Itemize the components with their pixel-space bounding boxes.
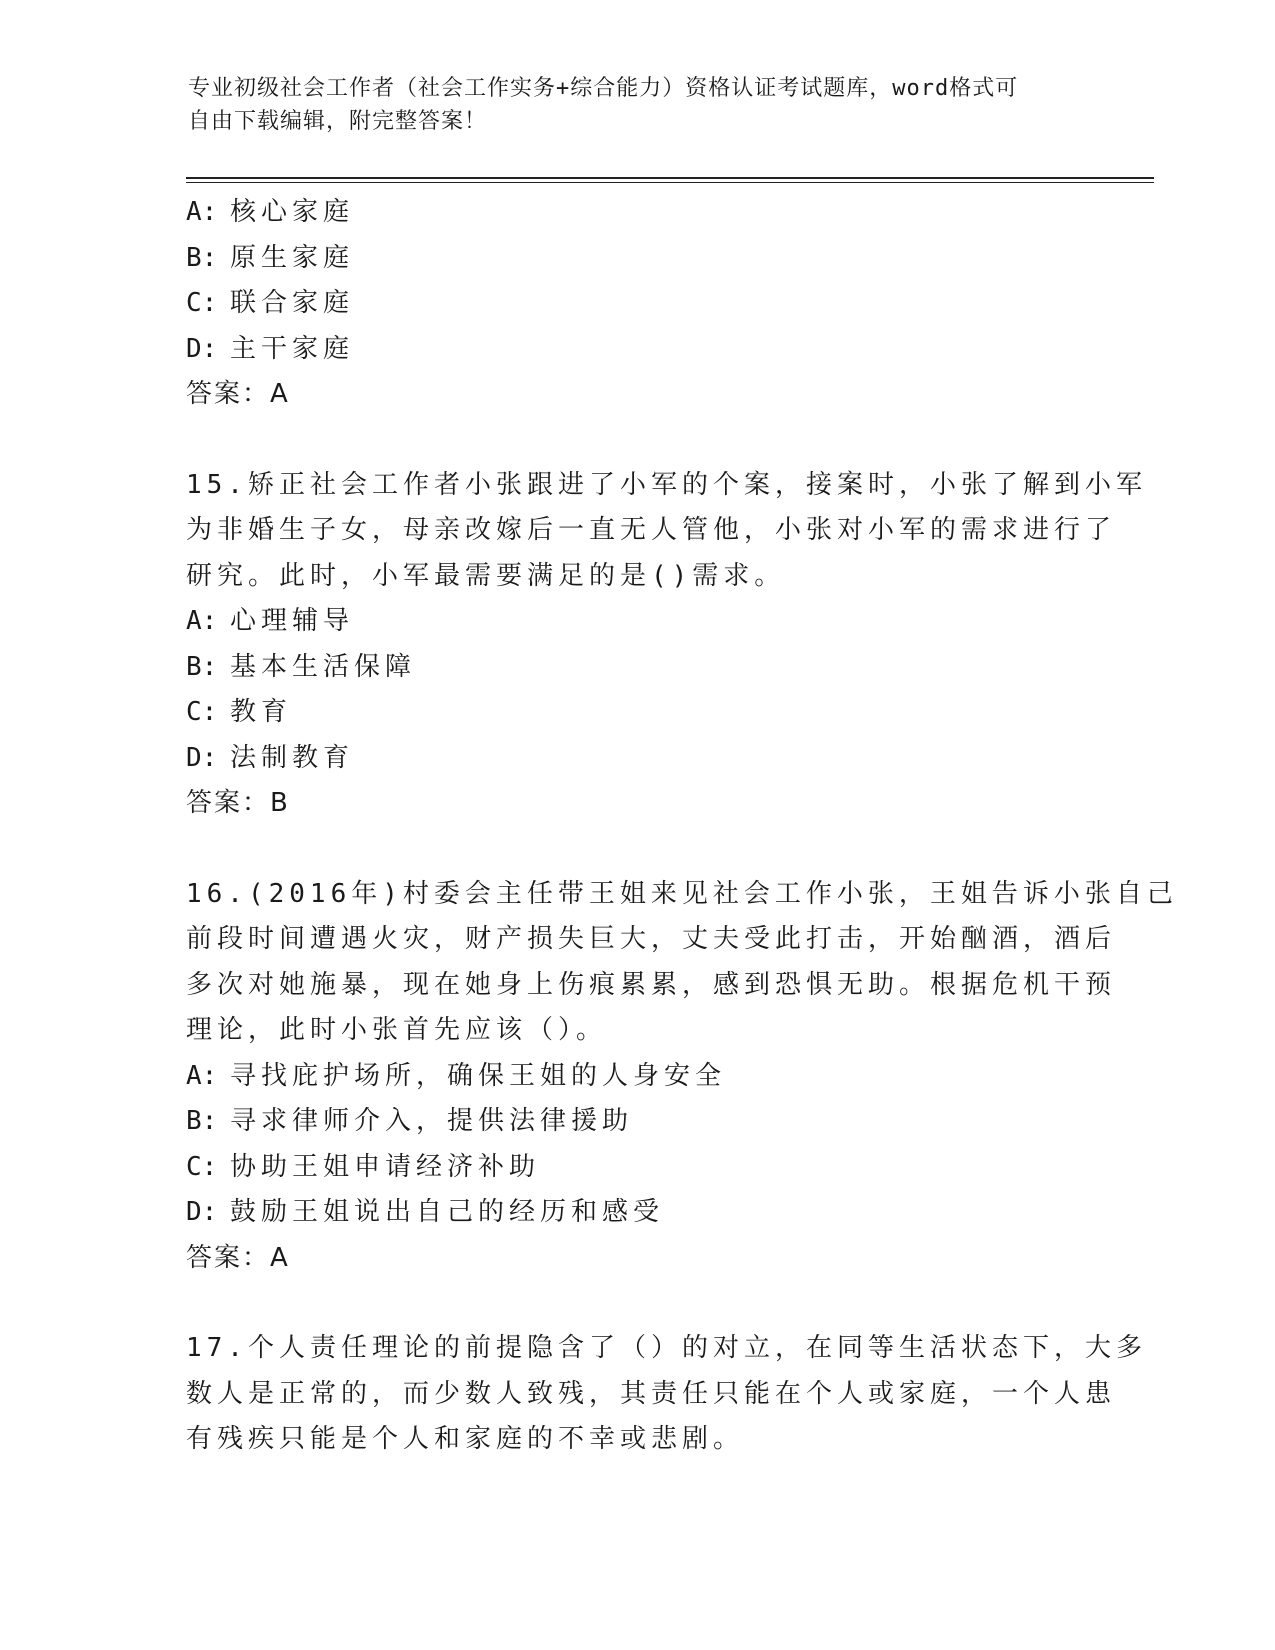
option-text: 寻找庇护场所，确保王姐的人身安全 bbox=[230, 1060, 727, 1091]
option-text: 协助王姐申请经济补助 bbox=[230, 1151, 541, 1182]
option-text: 原生家庭 bbox=[230, 242, 355, 273]
option-b bbox=[186, 645, 1086, 691]
option-key: A: bbox=[186, 1060, 218, 1091]
question-14 bbox=[186, 190, 1086, 418]
option-text: 寻求律师介入，提供法律援助 bbox=[230, 1106, 634, 1136]
option-key: B: bbox=[186, 651, 218, 682]
option-c bbox=[186, 690, 1086, 736]
question-text-line: 有残疾只能是个人和家庭的不幸或悲剧。 bbox=[186, 1424, 745, 1454]
question-17 bbox=[186, 1326, 1147, 1463]
question-text-line: 多次对她施暴，现在她身上伤痕累累，感到恐惧无助。根据危机干预 bbox=[186, 969, 1117, 1000]
option-key: A: bbox=[186, 197, 218, 227]
header-line-1: 专业初级社会工作者（社会工作实务+综合能力）资格认证考试题库，word格式可 bbox=[188, 76, 1019, 101]
option-key: C: bbox=[186, 697, 218, 727]
option-a bbox=[186, 599, 1086, 645]
option-d bbox=[186, 736, 1086, 782]
header-line-2: 自由下载编辑，附完整答案！ bbox=[188, 109, 488, 134]
option-c bbox=[186, 281, 1086, 327]
option-a bbox=[186, 190, 1086, 236]
question-16 bbox=[186, 872, 1178, 1282]
question-15 bbox=[186, 463, 1147, 827]
answer-line: 答案：A bbox=[186, 379, 290, 409]
question-text-line: 前段时间遭遇火灾，财产损失巨大，丈夫受此打击，开始酗酒，酒后 bbox=[186, 924, 1117, 954]
option-c bbox=[186, 1145, 1086, 1191]
option-d bbox=[186, 327, 1086, 373]
option-d bbox=[186, 1190, 1086, 1236]
option-key: B: bbox=[186, 242, 218, 273]
option-key: D: bbox=[186, 333, 218, 364]
option-text: 法制教育 bbox=[230, 742, 355, 773]
option-a bbox=[186, 1054, 1086, 1100]
option-text: 联合家庭 bbox=[230, 288, 355, 318]
option-key: C: bbox=[186, 288, 218, 318]
question-text-line: 17.个人责任理论的前提隐含了（）的对立，在同等生活状态下，大多 bbox=[186, 1333, 1147, 1363]
header-rule-thin bbox=[186, 182, 1154, 183]
option-text: 核心家庭 bbox=[230, 197, 355, 227]
option-key: A: bbox=[186, 606, 218, 636]
option-text: 基本生活保障 bbox=[230, 651, 417, 682]
option-text: 鼓励王姐说出自己的经历和感受 bbox=[230, 1197, 665, 1227]
question-text-line: 16.(2016年)村委会主任带王姐来见社会工作小张，王姐告诉小张自己 bbox=[186, 878, 1178, 909]
header-rule-thick bbox=[186, 177, 1154, 179]
question-text-line: 数人是正常的，而少数人致残，其责任只能在个人或家庭，一个人患 bbox=[186, 1378, 1117, 1409]
answer-line: 答案：B bbox=[186, 788, 290, 818]
option-text: 主干家庭 bbox=[230, 333, 355, 364]
option-key: B: bbox=[186, 1106, 218, 1136]
document-body bbox=[186, 190, 1178, 1463]
option-key: D: bbox=[186, 1197, 218, 1227]
answer-line: 答案：A bbox=[186, 1242, 290, 1273]
question-text-line: 为非婚生子女，母亲改嫁后一直无人管他，小张对小军的需求进行了 bbox=[186, 515, 1117, 545]
option-key: D: bbox=[186, 742, 218, 773]
option-key: C: bbox=[186, 1151, 218, 1182]
option-b bbox=[186, 236, 1086, 282]
option-b bbox=[186, 1099, 1086, 1145]
document-header bbox=[188, 72, 1088, 138]
question-text-line: 理论，此时小张首先应该（）。 bbox=[186, 1015, 608, 1045]
question-text-line: 研究。此时，小军最需要满足的是()需求。 bbox=[186, 560, 786, 591]
option-text: 教育 bbox=[230, 697, 293, 727]
option-text: 心理辅导 bbox=[230, 606, 355, 636]
question-text-line: 15.矫正社会工作者小张跟进了小军的个案，接案时，小张了解到小军 bbox=[186, 469, 1147, 500]
